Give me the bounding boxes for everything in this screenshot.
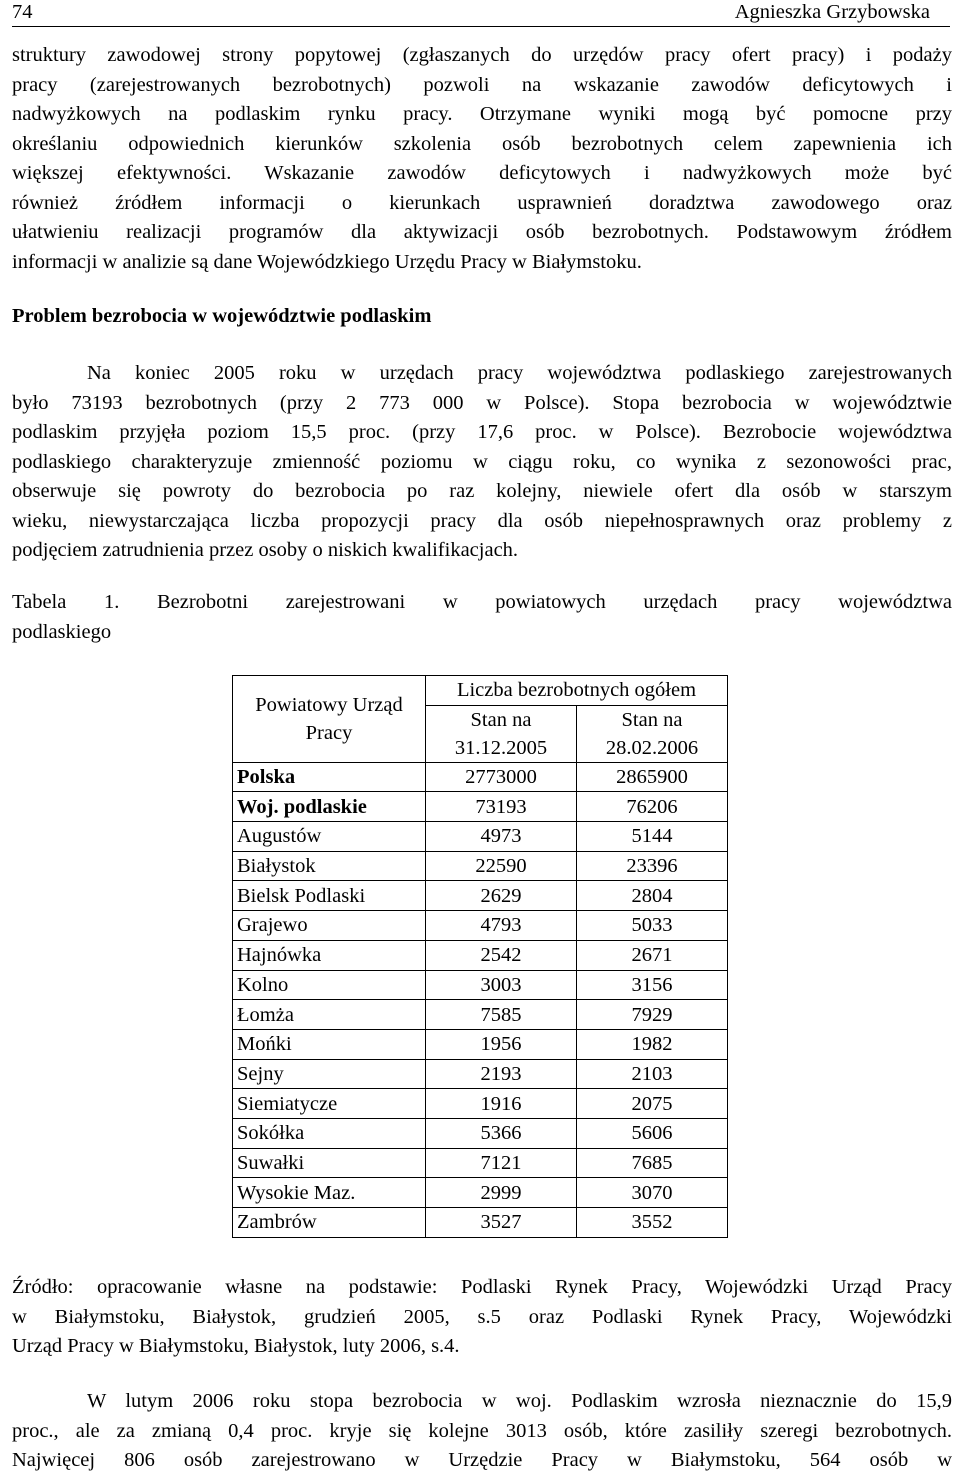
cell-count-2006: 5144 <box>577 822 728 852</box>
cell-count-2005: 2193 <box>426 1059 577 1089</box>
cell-office-name: Hajnówka <box>233 940 426 970</box>
table-row <box>233 1208 728 1238</box>
cell-count-2005: 3527 <box>426 1208 577 1238</box>
table-row <box>233 762 728 792</box>
cell-office-name: Wysokie Maz. <box>233 1178 426 1208</box>
cell-count-2005: 4793 <box>426 911 577 941</box>
cell-count-2006: 23396 <box>577 851 728 881</box>
table-row <box>233 792 728 822</box>
cell-count-2006: 2103 <box>577 1059 728 1089</box>
table-row <box>233 1029 728 1059</box>
header-group: Liczba bezrobotnych ogółem <box>426 676 728 706</box>
text-line: Najwięcej 806 osób zarejestrowano w Urzędzie Pracy w Białymstoku, 564 osób w <box>12 1449 952 1471</box>
text-line: Na koniec 2005 roku w urzędach pracy województwa podlaskiego zarejestrowanych <box>87 362 952 384</box>
cell-office-name: Bielsk Podlaski <box>233 881 426 911</box>
cell-count-2005: 2999 <box>426 1178 577 1208</box>
header-col-a-line: 31.12.2005 <box>454 736 548 759</box>
table-row <box>233 1178 728 1208</box>
cell-count-2006: 5606 <box>577 1118 728 1148</box>
text-line: było 73193 bezrobotnych (przy 2 773 000 w Polsce). Stopa bezrobocia w województwie <box>12 391 952 414</box>
cell-count-2006: 2075 <box>577 1089 728 1119</box>
cell-count-2005: 2629 <box>426 881 577 911</box>
cell-office-name: Polska <box>233 762 426 792</box>
text-line: również źródłem informacji o kierunkach usprawnień doradztwa zawodowego oraz <box>12 191 952 214</box>
text-line: określaniu odpowiednich kierunków szkolenia osób bezrobotnych celem zapewnienia ich <box>12 132 952 155</box>
cell-count-2005: 5366 <box>426 1118 577 1148</box>
text-line: podlaskim przyjęła poziom 15,5 proc. (przy 17,6 proc. w Polsce). Bezrobocie województwa <box>12 421 952 443</box>
text-line: podjęciem zatrudnienia przez osoby o niskich kwalifikacjach. <box>12 539 519 561</box>
text-line: nadwyżkowych na podlaskim rynku pracy. Otrzymane wyniki mogą być pomocne przy <box>12 103 952 125</box>
text-line: proc., ale za zmianą 0,4 proc. kryje się kolejne 3013 osób, które zasiliły szeregi bezrobotnych. <box>12 1419 952 1442</box>
table-row <box>233 911 728 941</box>
table-row <box>233 851 728 881</box>
page-number: 74 <box>12 1 33 23</box>
header-col-b-line: 28.02.2006 <box>605 736 699 759</box>
header-office-line: Powiatowy Urząd <box>255 693 403 716</box>
table-row <box>233 1059 728 1089</box>
cell-office-name: Augustów <box>233 822 426 852</box>
cell-count-2005: 22590 <box>426 851 577 881</box>
cell-office-name: Mońki <box>233 1029 426 1059</box>
table-row <box>233 1089 728 1119</box>
cell-count-2005: 1916 <box>426 1089 577 1119</box>
section-paragraph <box>12 359 952 566</box>
cell-count-2006: 7929 <box>577 1000 728 1030</box>
cell-office-name: Suwałki <box>233 1148 426 1178</box>
cell-count-2006: 3552 <box>577 1208 728 1238</box>
text-line: podlaskiego charakteryzuje zmienność poziomu w ciągu roku, co wynika z sezonowości prac, <box>12 450 952 473</box>
cell-count-2006: 3070 <box>577 1178 728 1208</box>
cell-office-name: Kolno <box>233 970 426 1000</box>
text-line: obserwuje się powroty do bezrobocia po raz kolejny, niewiele ofert dla osób w starszym <box>12 480 952 502</box>
cell-office-name: Sejny <box>233 1059 426 1089</box>
header-col-b-line: Stan na <box>621 708 683 731</box>
cell-count-2006: 2671 <box>577 940 728 970</box>
table-row <box>233 970 728 1000</box>
cell-office-name: Siemiatycze <box>233 1089 426 1119</box>
table-row <box>233 1148 728 1178</box>
cell-office-name: Woj. podlaskie <box>233 792 426 822</box>
text-line: podlaskiego <box>12 620 112 643</box>
cell-count-2006: 1982 <box>577 1029 728 1059</box>
table-row <box>233 940 728 970</box>
section-heading: Problem bezrobocia w województwie podlaskim <box>12 305 432 327</box>
text-line: Źródło: opracowanie własne na podstawie: Podlaski Rynek Pracy, Wojewódzki Urząd Pracy <box>12 1276 952 1298</box>
table-row <box>233 822 728 852</box>
cell-count-2005: 4973 <box>426 822 577 852</box>
text-line: pracy (zarejestrowanych bezrobotnych) pozwoli na wskazanie zawodów deficytowych i <box>12 73 952 96</box>
cell-count-2006: 76206 <box>577 792 728 822</box>
cell-count-2006: 5033 <box>577 911 728 941</box>
header-col-b <box>577 705 728 762</box>
header-col-a-line: Stan na <box>470 708 532 731</box>
text-line: w Białymstoku, Białystok, grudzień 2005, s.5 oraz Podlaski Rynek Pracy, Wojewódzki <box>12 1305 952 1328</box>
running-head-author: Agnieszka Grzybowska <box>734 1 930 23</box>
table-header-row <box>233 676 728 706</box>
text-line: większej efektywności. Wskazanie zawodów deficytowych i nadwyżkowych może być <box>12 162 952 184</box>
intro-paragraph <box>12 41 952 277</box>
text-line: wieku, niewystarczająca liczba propozycji pracy dla osób niepełnosprawnych oraz problemy z <box>12 509 952 532</box>
text-line: informacji w analizie są dane Wojewódzkiego Urzędu Pracy w Białymstoku. <box>12 250 642 273</box>
cell-office-name: Grajewo <box>233 911 426 941</box>
table-row <box>233 881 728 911</box>
table-row <box>233 1000 728 1030</box>
cell-count-2005: 7585 <box>426 1000 577 1030</box>
cell-office-name: Łomża <box>233 1000 426 1030</box>
cell-count-2006: 2865900 <box>577 762 728 792</box>
source-note <box>12 1273 952 1362</box>
cell-count-2005: 7121 <box>426 1148 577 1178</box>
text-line: Urząd Pracy w Białymstoku, Białystok, luty 2006, s.4. <box>12 1335 460 1357</box>
cell-count-2006: 2804 <box>577 881 728 911</box>
unemployment-table <box>232 675 728 1238</box>
cell-count-2006: 3156 <box>577 970 728 1000</box>
cell-count-2005: 1956 <box>426 1029 577 1059</box>
table-body <box>233 762 728 1237</box>
header-office <box>233 676 426 763</box>
cell-office-name: Sokółka <box>233 1118 426 1148</box>
text-line: W lutym 2006 roku stopa bezrobocia w woj. Podlaskim wzrosła nieznacznie do 15,9 <box>87 1390 952 1412</box>
table-row <box>233 1118 728 1148</box>
text-line: Tabela 1. Bezrobotni zarejestrowani w powiatowych urzędach pracy województwa <box>12 591 952 613</box>
header-col-a <box>426 705 577 762</box>
cell-count-2005: 3003 <box>426 970 577 1000</box>
text-line: ułatwieniu realizacji programów dla aktywizacji osób bezrobotnych. Podstawowym źródłem <box>12 221 952 243</box>
header-rule <box>12 26 950 27</box>
cell-count-2006: 7685 <box>577 1148 728 1178</box>
final-paragraph <box>12 1387 952 1476</box>
text-line: struktury zawodowej strony popytowej (zgłaszanych do urzędów pracy ofert pracy) i podaży <box>12 44 952 66</box>
table-caption <box>12 588 952 647</box>
header-office-line: Pracy <box>305 721 353 744</box>
cell-count-2005: 2773000 <box>426 762 577 792</box>
cell-office-name: Zambrów <box>233 1208 426 1238</box>
cell-count-2005: 2542 <box>426 940 577 970</box>
cell-count-2005: 73193 <box>426 792 577 822</box>
cell-office-name: Białystok <box>233 851 426 881</box>
